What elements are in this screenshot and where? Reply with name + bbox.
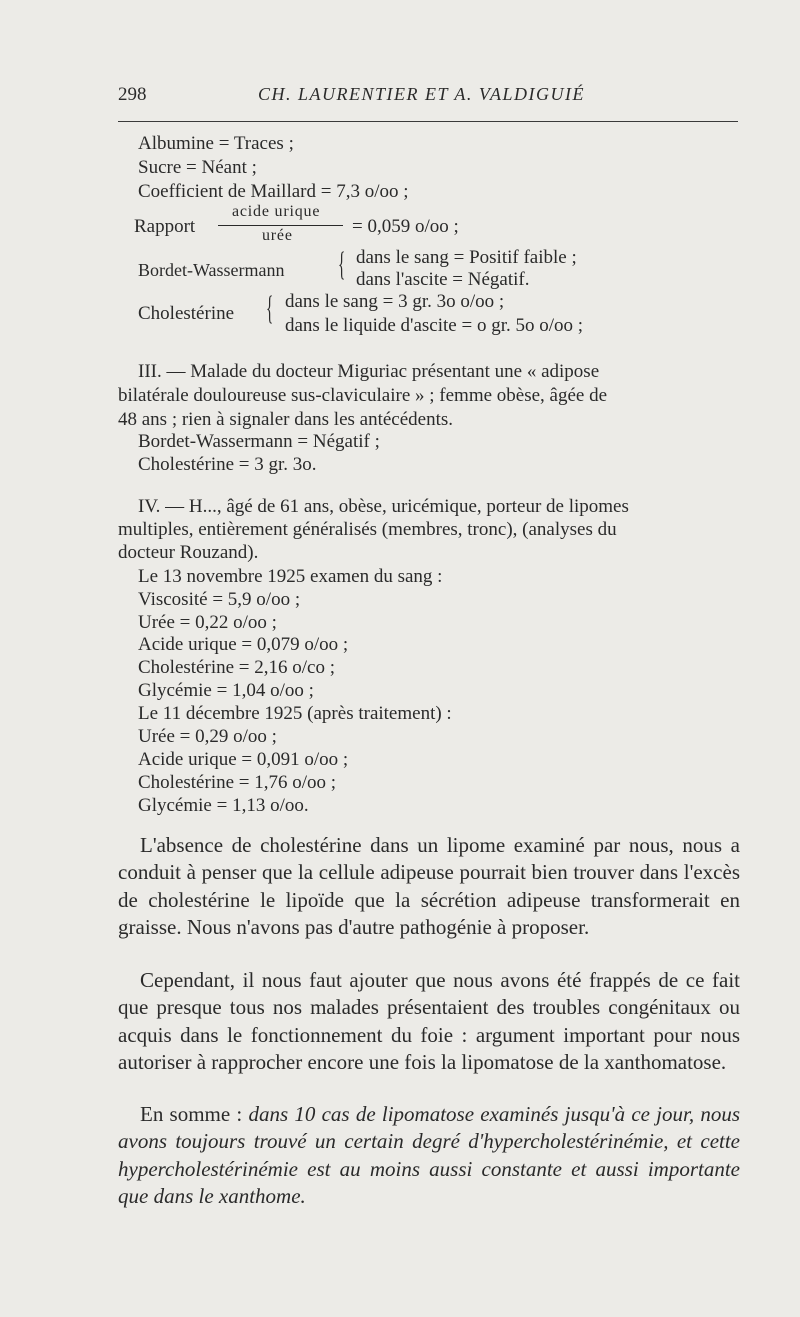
- case-iv-glycemie-1: Glycémie = 1,04 o/oo ;: [138, 680, 314, 701]
- page-header: [118, 84, 738, 114]
- conclusion-paragraph-2: Cependant, il nous faut ajouter que nous avons été frappés de ce fait que presque tous nos malades présentaient des troubles congénitaux ou acquis dans le fonctionnement du foie : argument important pour nous autoriser à rapprocher encore une fois la lipomatose de la xanthomatose.: [118, 968, 740, 1074]
- case-iv-date-2: Le 11 décembre 1925 (après traitement) :: [138, 703, 452, 724]
- conclusion-intro: En somme :: [140, 1102, 243, 1126]
- rapport-label: Rapport: [134, 216, 196, 237]
- bordet-ascite: dans l'ascite = Négatif.: [356, 269, 530, 290]
- brace-icon: {: [338, 246, 346, 283]
- bordet-label: Bordet-Wassermann: [138, 260, 285, 280]
- cholesterine-ascite: dans le liquide d'ascite = o gr. 5o o/oo ;: [285, 315, 584, 336]
- sucre-line: Sucre = Néant ;: [138, 157, 257, 178]
- header-rule: [118, 121, 738, 122]
- case-iv-line-1: IV. — H..., âgé de 61 ans, obèse, uricémique, porteur de lipomes: [138, 496, 629, 517]
- conclusion-paragraph-1: L'absence de cholestérine dans un lipome examiné par nous, nous a conduit à penser que la cellule adipeuse pourrait bien trouver dans l'excès de cholestérine le lipoïde que la sécrétion adipeuse transformerait en graisse. Nous n'avons pas d'autre pathogénie à proposer.: [118, 833, 740, 939]
- case-iv-line-2: multiples, entièrement généralisés (membres, tronc), (analyses du: [118, 519, 617, 540]
- case-iv-acide-2: Acide urique = 0,091 o/oo ;: [138, 749, 349, 770]
- case-iii-bordet: Bordet-Wassermann = Négatif ;: [138, 431, 380, 452]
- coefficient-line: Coefficient de Maillard = 7,3 o/oo ;: [138, 181, 409, 202]
- case-iv-cholesterine-1: Cholestérine = 2,16 o/co ;: [138, 657, 335, 678]
- bordet-sang: dans le sang = Positif faible ;: [356, 247, 577, 268]
- case-iv-uree-1: Urée = 0,22 o/oo ;: [138, 612, 277, 633]
- case-iv-viscosite: Viscosité = 5,9 o/oo ;: [138, 589, 301, 610]
- case-iv-glycemie-2: Glycémie = 1,13 o/oo.: [138, 795, 309, 816]
- cholesterine-sang: dans le sang = 3 gr. 3o o/oo ;: [285, 291, 505, 312]
- albumine-line: Albumine = Traces ;: [138, 133, 294, 154]
- cholesterine-label: Cholestérine: [138, 303, 235, 324]
- case-iii-line-3: 48 ans ; rien à signaler dans les antécédents.: [118, 409, 454, 430]
- rapport-numerator: acide urique: [232, 203, 321, 220]
- case-iv-uree-2: Urée = 0,29 o/oo ;: [138, 726, 277, 747]
- rapport-denominator: urée: [262, 227, 293, 244]
- fraction-bar: [218, 225, 343, 226]
- conclusion-italic: dans 10 cas de lipomatose examinés jusqu'à ce jour, nous avons toujours trouvé un certain degré d'hypercholestérinémie, et cette hypercholestérinémie est au moins aussi constante et aussi importante que dans le xanthome.: [118, 1102, 741, 1208]
- rapport-value: = 0,059 o/oo ;: [352, 216, 459, 237]
- case-iv-date-1: Le 13 novembre 1925 examen du sang :: [138, 566, 443, 587]
- case-iv-cholesterine-2: Cholestérine = 1,76 o/oo ;: [138, 772, 337, 793]
- case-iii-cholesterine: Cholestérine = 3 gr. 3o.: [138, 454, 317, 475]
- brace-icon: {: [266, 290, 274, 327]
- case-iii-line-1: III. — Malade du docteur Miguriac présentant une « adipose: [138, 361, 600, 382]
- case-iii-line-2: bilatérale douloureuse sus-claviculaire » ; femme obèse, âgée de: [118, 385, 608, 406]
- case-iv-line-3: docteur Rouzand).: [118, 542, 259, 563]
- case-iv-acide-1: Acide urique = 0,079 o/oo ;: [138, 634, 349, 655]
- conclusion-paragraph-3: [118, 1101, 740, 1210]
- running-head: CH. LAURENTIER ET A. VALDIGUIÉ: [258, 84, 585, 104]
- page-number: 298: [118, 84, 147, 105]
